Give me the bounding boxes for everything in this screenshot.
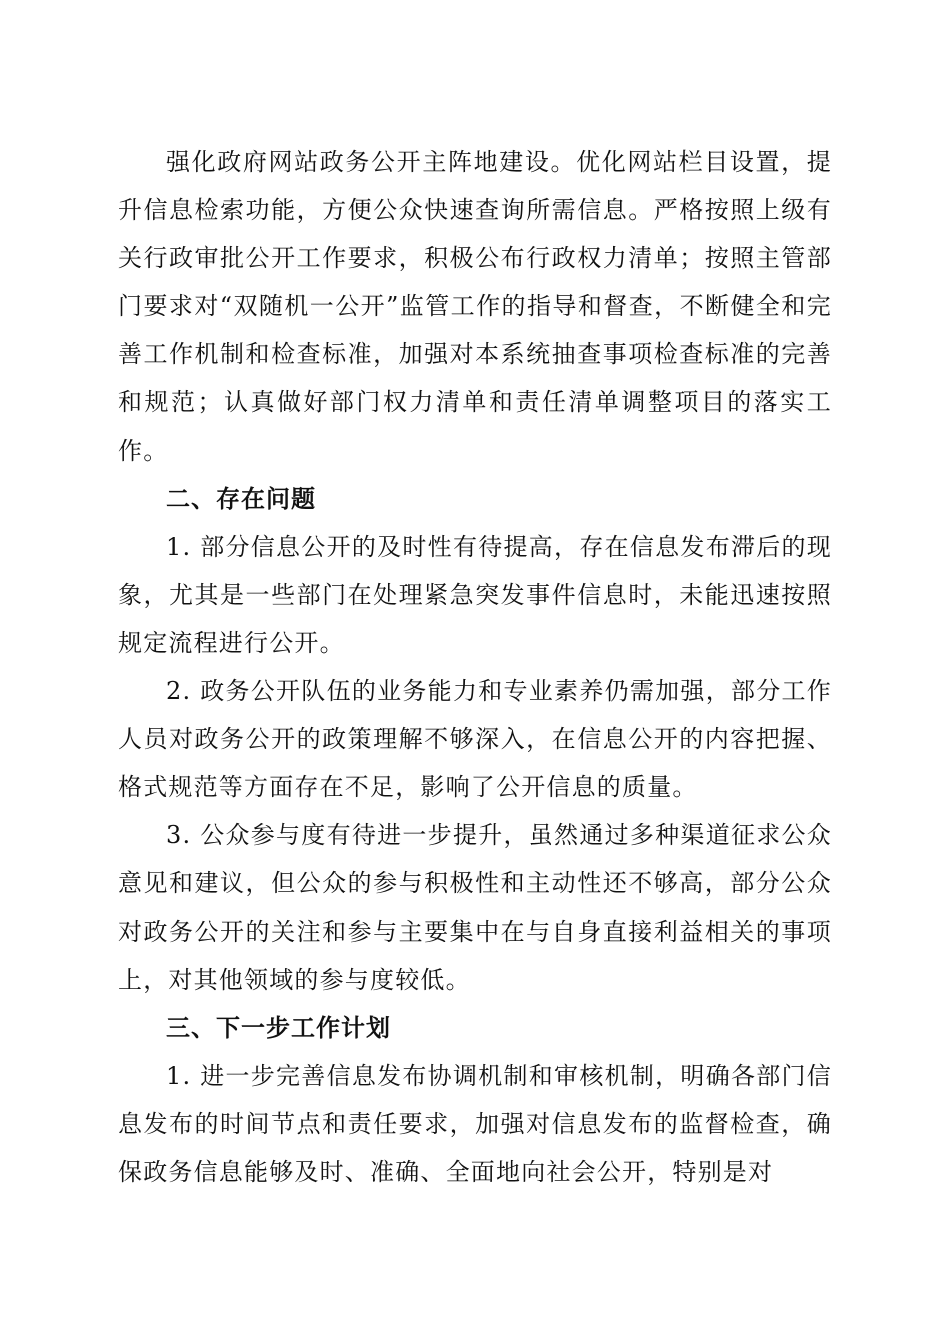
plan-item-1: 1. 进一步完善信息发布协调机制和审核机制，明确各部门信息发布的时间节点和责任要求，加强对信息发布的监督检查，确保政务信息能够及时、准确、全面地向社会公开，特别是对 bbox=[118, 1061, 832, 1186]
document-page bbox=[118, 138, 832, 1196]
section-heading-plan: 三、下一步工作计划 bbox=[166, 1013, 391, 1042]
problem-item-2: 2. 政务公开队伍的业务能力和专业素养仍需加强，部分工作人员对政务公开的政策理解不够深入，在信息公开的内容把握、格式规范等方面存在不足，影响了公开信息的质量。 bbox=[118, 677, 832, 802]
section-heading-problems: 二、存在问题 bbox=[166, 484, 316, 513]
intro-paragraph: 强化政府网站政务公开主阵地建设。优化网站栏目设置，提升信息检索功能，方便公众快速查询所需信息。严格按照上级有关行政审批公开工作要求，积极公布行政权力清单；按照主管部门要求对“双随机一公开”监管工作的指导和督查，不断健全和完善工作机制和检查标准，加强对本系统抽查事项检查标准的完善和规范；认真做好部门权力清单和责任清单调整项目的落实工作。 bbox=[118, 148, 832, 465]
problem-item-3: 3. 公众参与度有待进一步提升，虽然通过多种渠道征求公众意见和建议，但公众的参与积极性和主动性还不够高，部分公众对政务公开的关注和参与主要集中在与自身直接利益相关的事项上，对其他领域的参与度较低。 bbox=[118, 821, 832, 994]
problem-item-1: 1. 部分信息公开的及时性有待提高，存在信息发布滞后的现象，尤其是一些部门在处理紧急突发事件信息时，未能迅速按照规定流程进行公开。 bbox=[118, 532, 832, 657]
